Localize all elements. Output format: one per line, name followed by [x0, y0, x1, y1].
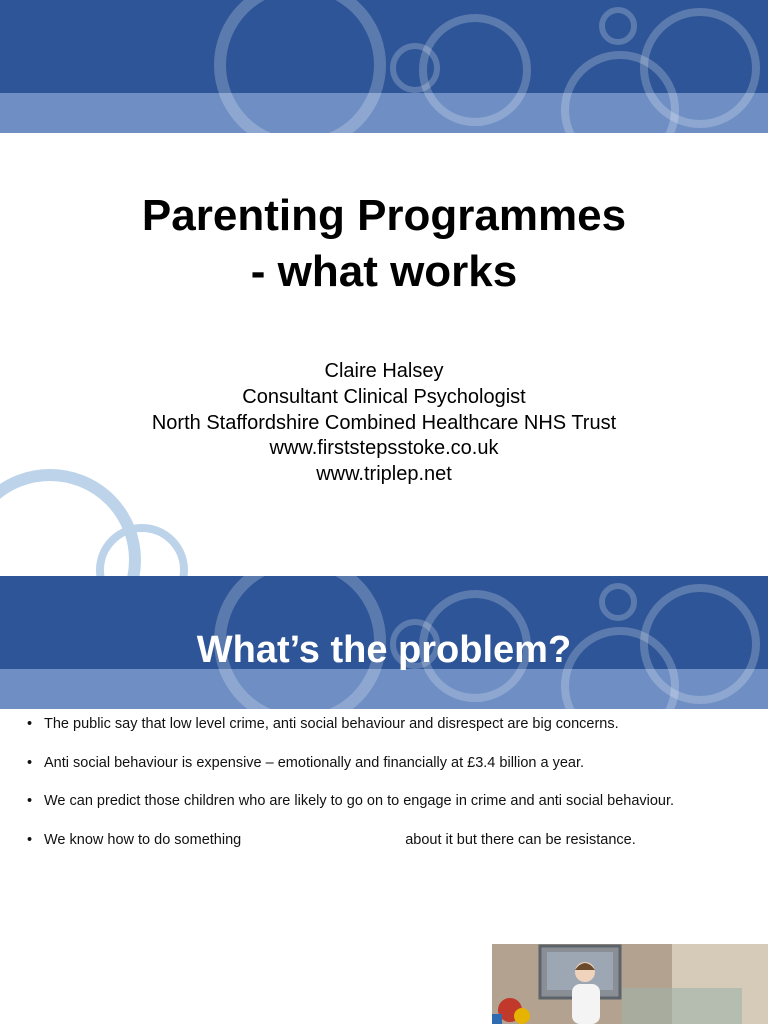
list-item [24, 793, 754, 832]
title-line-1: Parenting Programmes [141, 191, 627, 240]
bullet-icon: • [27, 793, 33, 809]
title-line-2: - what works [250, 247, 518, 296]
list-item [24, 755, 754, 794]
bullet-icon: • [27, 754, 33, 771]
presenter-name: Claire Halsey [324, 360, 444, 382]
bullet-icon: • [27, 831, 33, 848]
problem-slide [0, 576, 768, 1024]
presentation-title [0, 188, 768, 300]
slide-title: What’s the problem? [196, 629, 572, 671]
child-photo [492, 944, 768, 1024]
bullet-text: We can predict those children who are likely to go on to engage in crime and anti social behaviour. [44, 793, 675, 809]
bullet-icon: • [27, 716, 33, 732]
presenter-role: Consultant Clinical Psychologist [242, 385, 526, 408]
bullet-text-part-2: about it but there can be resistance. [405, 831, 636, 848]
presenter-details [0, 359, 768, 488]
presenter-organisation: North Staffordshire Combined Healthcare NHS Trust [151, 411, 617, 434]
list-item [24, 716, 754, 755]
bullet-list [24, 716, 754, 870]
bullet-text: Anti social behaviour is expensive – emotionally and financially at £3.4 billion a year. [44, 754, 585, 771]
photo-illustration [492, 944, 768, 1024]
bullet-text-part-1: We know how to do something [44, 831, 242, 848]
website-link-firststeps: www.firststepsstoke.co.uk [269, 437, 499, 460]
bullet-text: The public say that low level crime, anti social behaviour and disrespect are big concerns. [44, 716, 619, 732]
list-item [24, 832, 754, 871]
website-link-triplep: www.triplep.net [316, 463, 452, 486]
